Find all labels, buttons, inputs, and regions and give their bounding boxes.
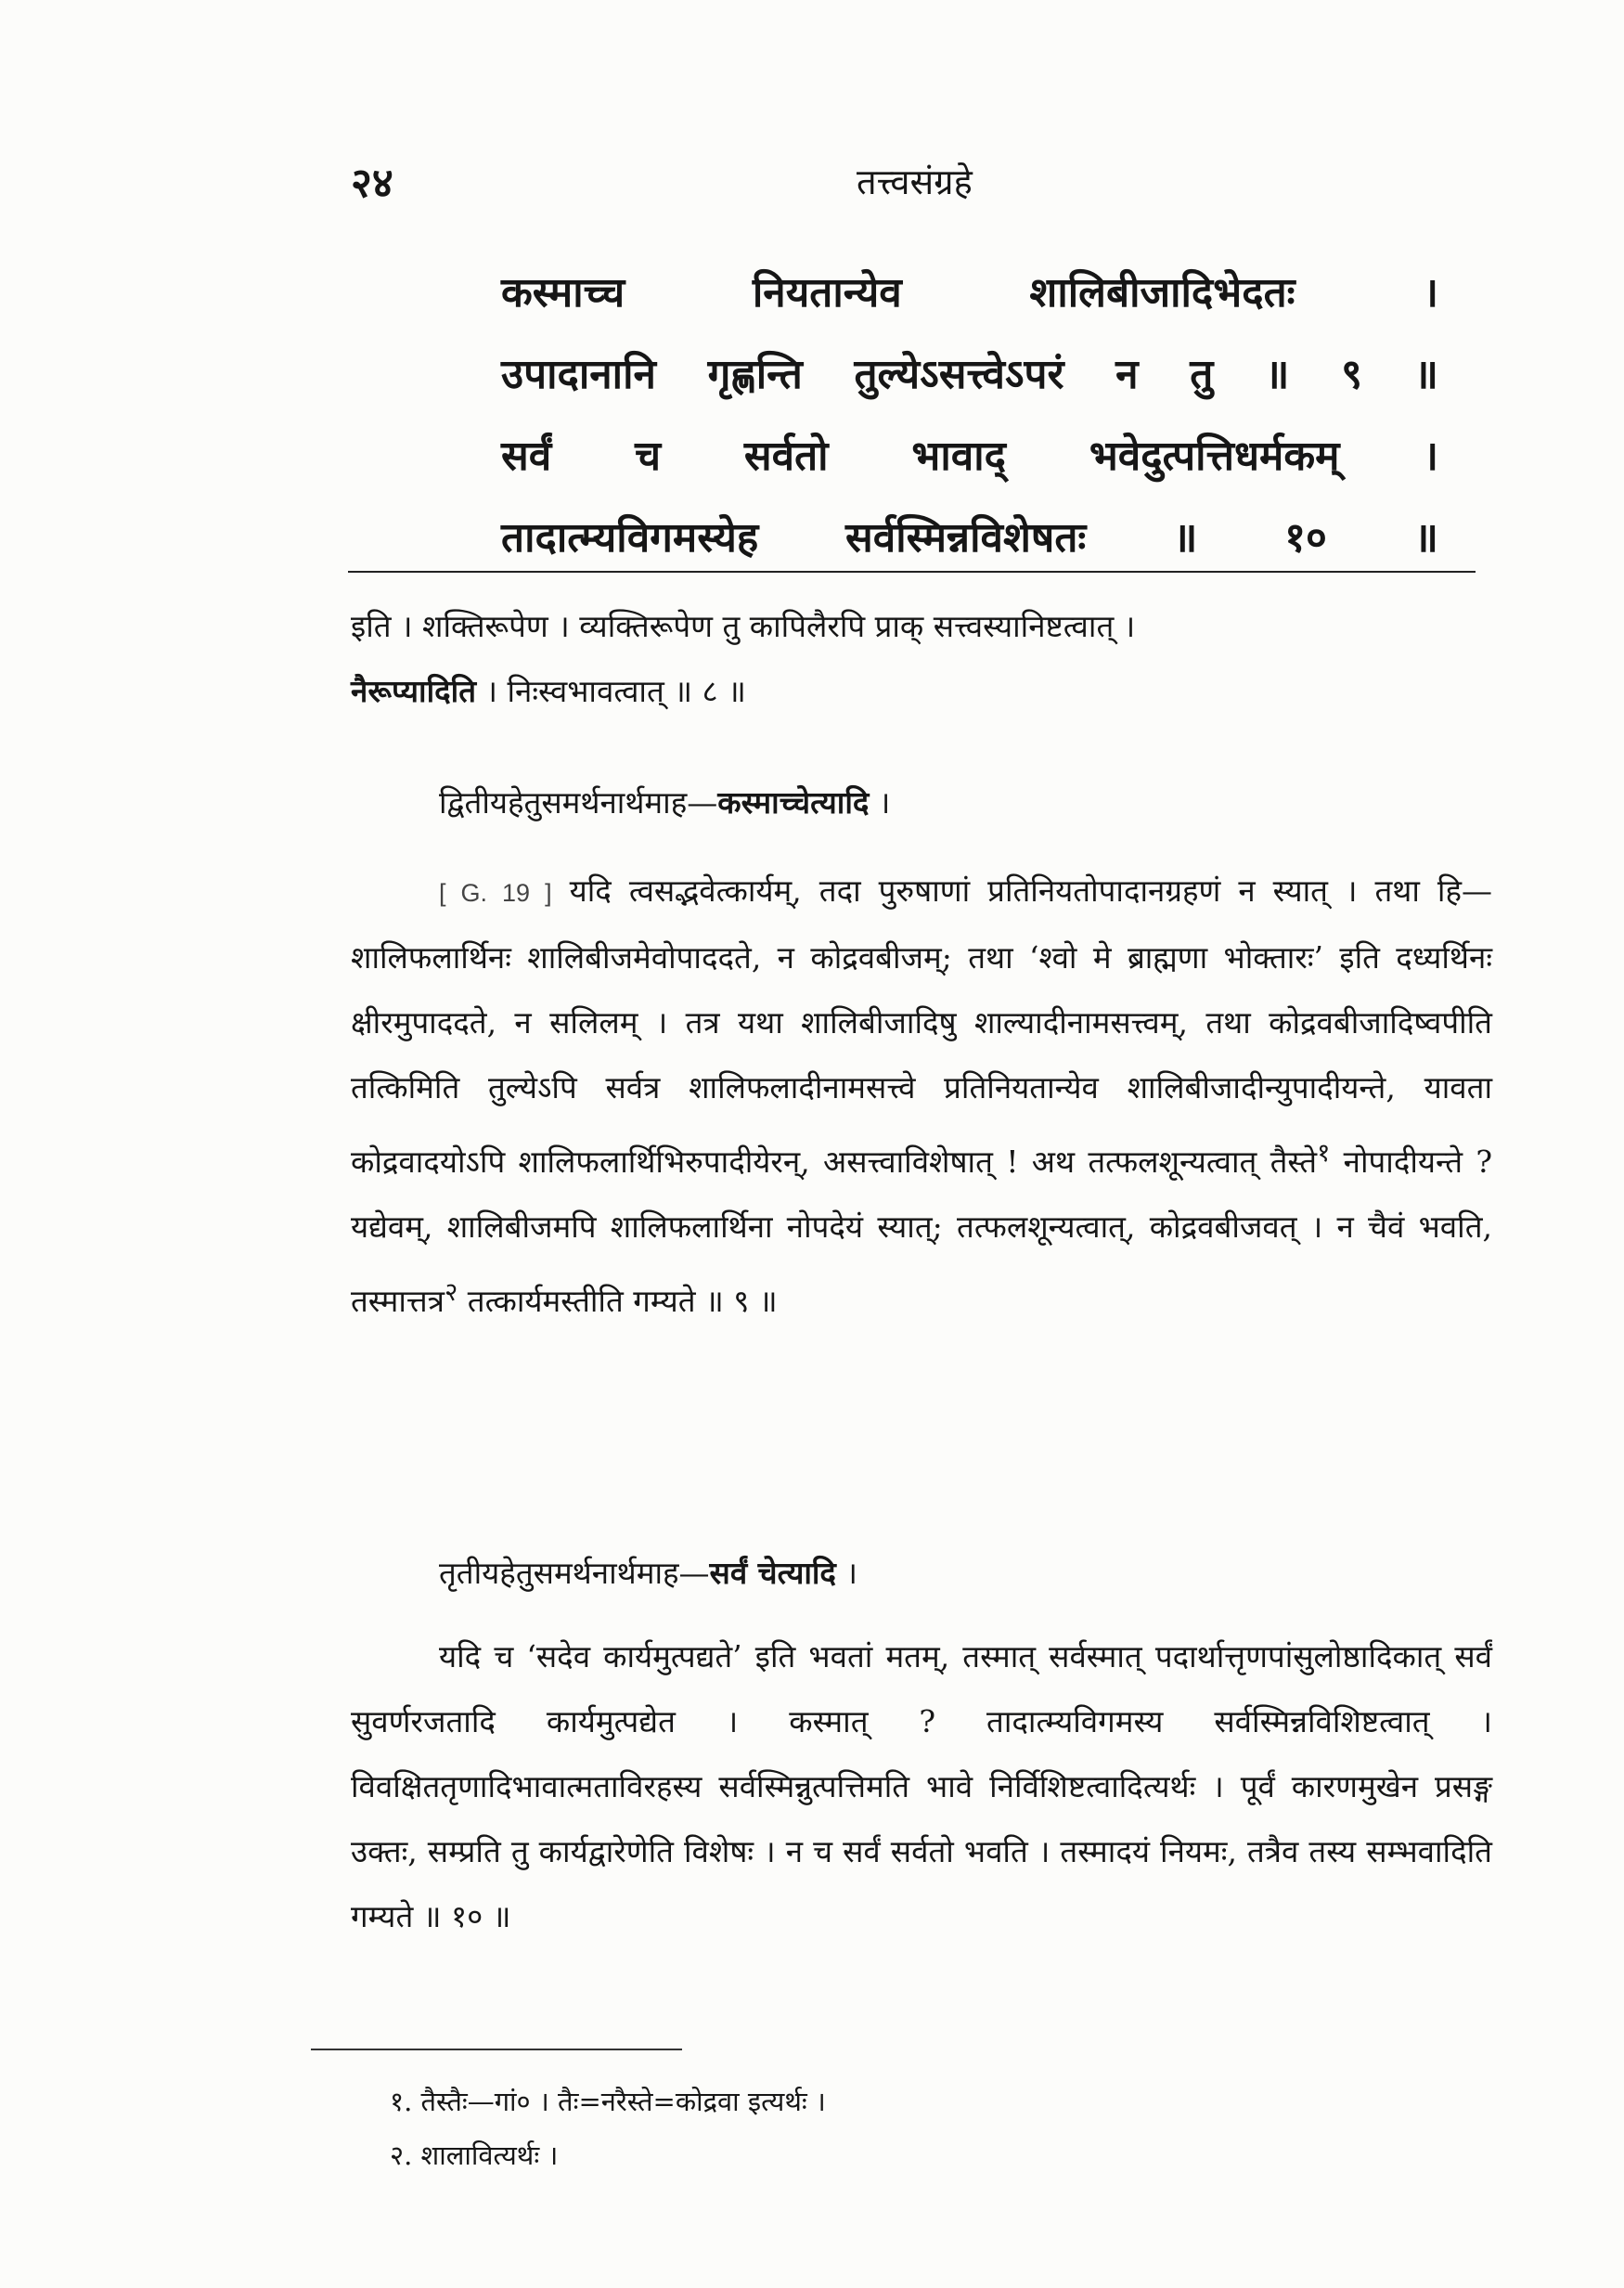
- commentary-paragraph-2: [351, 770, 1492, 835]
- footnotes: [390, 2075, 1411, 2182]
- verse-line: तादात्म्यविगमस्येह सर्वस्मिन्नविशेषतः ॥ १० ॥: [501, 514, 1438, 562]
- commentary-text: । निःस्वभावत्वात् ॥ ८ ॥: [485, 673, 746, 709]
- page-number: २४: [351, 160, 393, 207]
- footnote-marker: १: [1317, 1138, 1331, 1168]
- commentary-text: तत्कार्यमस्तीति गम्यते ॥ ९ ॥: [458, 1283, 778, 1319]
- verse-line: सर्वं च सर्वतो भावाद् भवेदुत्पत्तिधर्मकम् ।: [501, 433, 1438, 480]
- verse-line: उपादानानि गृह्णन्ति तुल्येऽसत्त्वेऽपरं न तु ॥ ९ ॥: [501, 351, 1438, 398]
- running-title: तत्त्वसंग्रहे: [857, 162, 973, 202]
- verse-line: कस्माच्च नियतान्येव शालिबीजादिभेदतः ।: [501, 269, 1438, 317]
- commentary-paragraph-5: [351, 1624, 1492, 1949]
- footnote: २. शालावित्यर्थः ।: [390, 2139, 559, 2171]
- commentary-paragraph-4: [351, 1541, 1492, 1606]
- commentary-text: यदि त्वसद्भवेत्कार्यम्, तदा पुरुषाणां प्रतिनियतोपादानग्रहणं न स्यात् । तथा हि— शालिफलार्थिनः शालिबीजमेवोपाददते, न कोद्रवबीजम्; तथा ‘श्वो मे ब्राह्मणा भोक्तारः’ इति दध्यर्थिनः क्षीरमुपाददते, न सलिलम् । तत्र यथा शालिबीजादिषु शाल्यादीनामसत्त्वम्, तथा कोद्रवबीजादिष्वपीति तत्किमिति तुल्येऽपि सर्वत्र शालिफलादीनामसत्त्वे प्रतिनियतान्येव शालिबीजादीन्युपादीयन्ते, यावता कोद्रवादयोऽपि शालिफलार्थिभिरुपादीयेरन्, असत्त्वाविशेषात् ! अथ तत्फलशून्यत्वात् तैस्ते: [351, 873, 1493, 1180]
- commentary-paragraph-1: [351, 594, 1492, 724]
- commentary-text: इति । शक्तिरूपेण । व्यक्तिरूपेण तु कापिलैरपि प्राक् सत्त्वस्यानिष्टत्वात् ।: [351, 608, 1136, 644]
- verse-separator-rule: [348, 571, 1476, 573]
- footnote-marker: २: [444, 1277, 458, 1307]
- commentary-text: तृतीयहेतुसमर्थनार्थमाह—: [439, 1555, 710, 1591]
- edition-page-tag: [ G. 19 ]: [439, 879, 552, 907]
- commentary-paragraph-3: [351, 859, 1492, 1334]
- commentary-text: यदि च ‘सदेव कार्यमुत्पद्यते’ इति भवतां मतम्, तस्मात् सर्वस्मात् पदार्थात्तृणपांसुलोष्ठादिकात् सर्वं सुवर्णरजतादि कार्यमुत्पद्येत । कस्मात् ? तादात्म्यविगमस्य सर्वस्मिन्नविशिष्टत्वात् । विवक्षिततृणादिभावात्मताविरहस्य सर्वस्मिन्नुत्पत्तिमति भावे निर्विशिष्टत्वादित्यर्थः । पूर्वं कारणमुखेन प्रसङ्ग उक्तः, सम्प्रति तु कार्यद्वारेणेति विशेषः । न च सर्वं सर्वतो भवति । तस्मादयं नियमः, तत्रैव तस्य सम्भवादिति गम्यते ॥ १० ॥: [351, 1638, 1492, 1934]
- page-header: [351, 153, 1502, 209]
- lemma-text: नैरूप्यादिति: [351, 673, 477, 709]
- lemma-text: कस्माच्चेत्यादि: [717, 784, 870, 821]
- commentary-text: नोपादीयन्ते ? यद्येवम्, शालिबीजमपि शालिफलार्थिना नोपदेयं स्यात्; तत्फलशून्यत्वात्, कोद्रवबीजवत् । न चैवं भवति, तस्मात्तत्र: [351, 1144, 1493, 1319]
- commentary-text: ।: [845, 1555, 857, 1591]
- commentary-text: द्वितीयहेतुसमर्थनार्थमाह—: [439, 784, 718, 821]
- verse-block: [501, 252, 1438, 579]
- lemma-text: सर्वं चेत्यादि: [709, 1555, 836, 1591]
- commentary-text: ।: [878, 784, 891, 821]
- footnote-separator-rule: [311, 2049, 682, 2050]
- footnote: १. तैस्तैः—गां० । तैः=नरैस्ते=कोद्रवा इत्यर्थः ।: [390, 2086, 826, 2117]
